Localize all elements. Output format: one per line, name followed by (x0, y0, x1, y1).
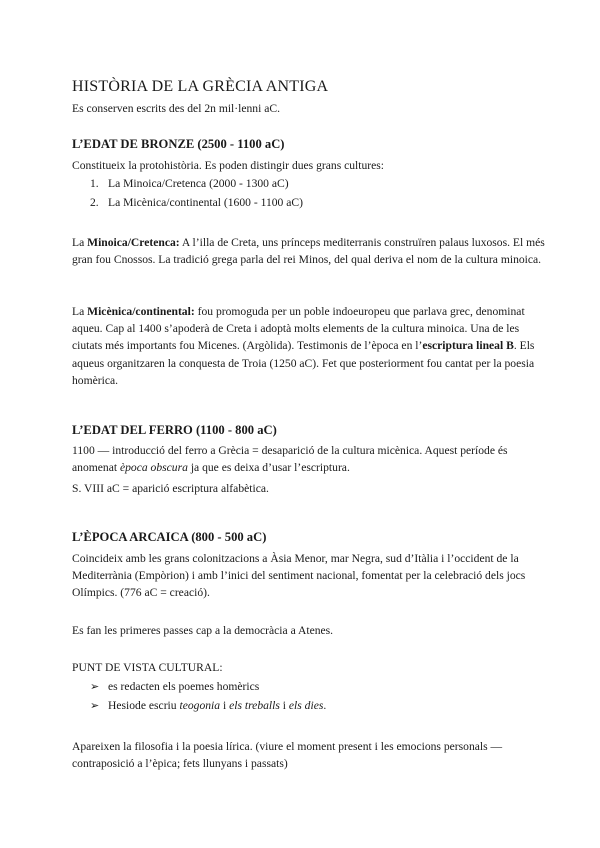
list-item: Hesiode escriu teogonia i els treballs i els dies. (108, 699, 327, 712)
term-lineal-b: escriptura lineal B (422, 339, 514, 353)
paragraph-micenica: La Micènica/continental: fou promoguda per un poble indoeuropeu que parlava grec, denominat aqueu. Cap al 1400 s’apoderà de Creta i adoptà molts elements de la cultura minoica. Una de les ciutats més importants fou Micenes. (Argòlida). Testimonis de l’època en l’escriptura lineal B. Els aqueus organitzaren la conquesta de Troia (1250 aC). Fet que posteriorment fou cantat per la poesia homèrica. (72, 305, 535, 387)
list-number: 1. (90, 177, 99, 190)
intro-text: Es conserven escrits des del 2n mil·lenni aC. (72, 102, 280, 115)
paragraph-escriptura: S. VIII aC = aparició escriptura alfabètica. (72, 482, 269, 495)
paragraph-arcaica: Coincideix amb les grans colonitzacions a Àsia Menor, mar Negra, sud d’Itàlia i l’occident de la Mediterrània (Empòrion) i amb l’inici del sentiment nacional, fomentat per la celebració dels jocs Olímpics. (776 aC = creació). (72, 552, 526, 600)
list-item: es redacten els poemes homèrics (108, 680, 260, 693)
term-minoica: Minoica/Cretenca: (87, 236, 180, 249)
list-item: La Minoica/Cretenca (2000 - 1300 aC) (108, 177, 289, 190)
heading-bronze: L’EDAT DE BRONZE (2500 - 1100 aC) (72, 137, 285, 151)
list-item: La Micènica/continental (1600 - 1100 aC) (108, 196, 303, 209)
bronze-intro: Constitueix la protohistòria. Es poden distingir dues grans cultures: (72, 159, 385, 172)
heading-ferro: L’EDAT DEL FERRO (1100 - 800 aC) (72, 423, 277, 437)
list-number: 2. (90, 196, 99, 209)
paragraph-ferro: 1100 — introducció del ferro a Grècia = desaparició de la cultura micènica. Aquest període és anomenat època obscura ja que es deixa d’usar l’escriptura. (72, 444, 508, 475)
term-epoca-obscura: època obscura (119, 461, 188, 475)
term-micenica: Micènica/continental: (87, 305, 195, 318)
paragraph-democracia: Es fan les primeres passes cap a la democràcia a Atenes. (72, 624, 334, 637)
arrow-bullet-icon: ➢ (90, 700, 100, 712)
cultural-label: PUNT DE VISTA CULTURAL: (72, 661, 223, 674)
paragraph-minoica: La Minoica/Cretenca: A l’illa de Creta, uns prínceps mediterranis construïren palaus luxosos. El més gran fou Cnossos. La tradició grega parla del rei Minos, del qual deriva el nom de la cultura minoica. (72, 236, 545, 267)
page-title: HISTÒRIA DE LA GRÈCIA ANTIGA (72, 78, 329, 95)
heading-arcaica: L’ÈPOCA ARCAICA (800 - 500 aC) (72, 530, 267, 544)
paragraph-filosofia: Apareixen la filosofia i la poesia lírica. (viure el moment present i les emocions personals — contraposició a l’èpica; fets llunyans i passats) (72, 740, 503, 771)
arrow-bullet-icon: ➢ (90, 681, 100, 693)
